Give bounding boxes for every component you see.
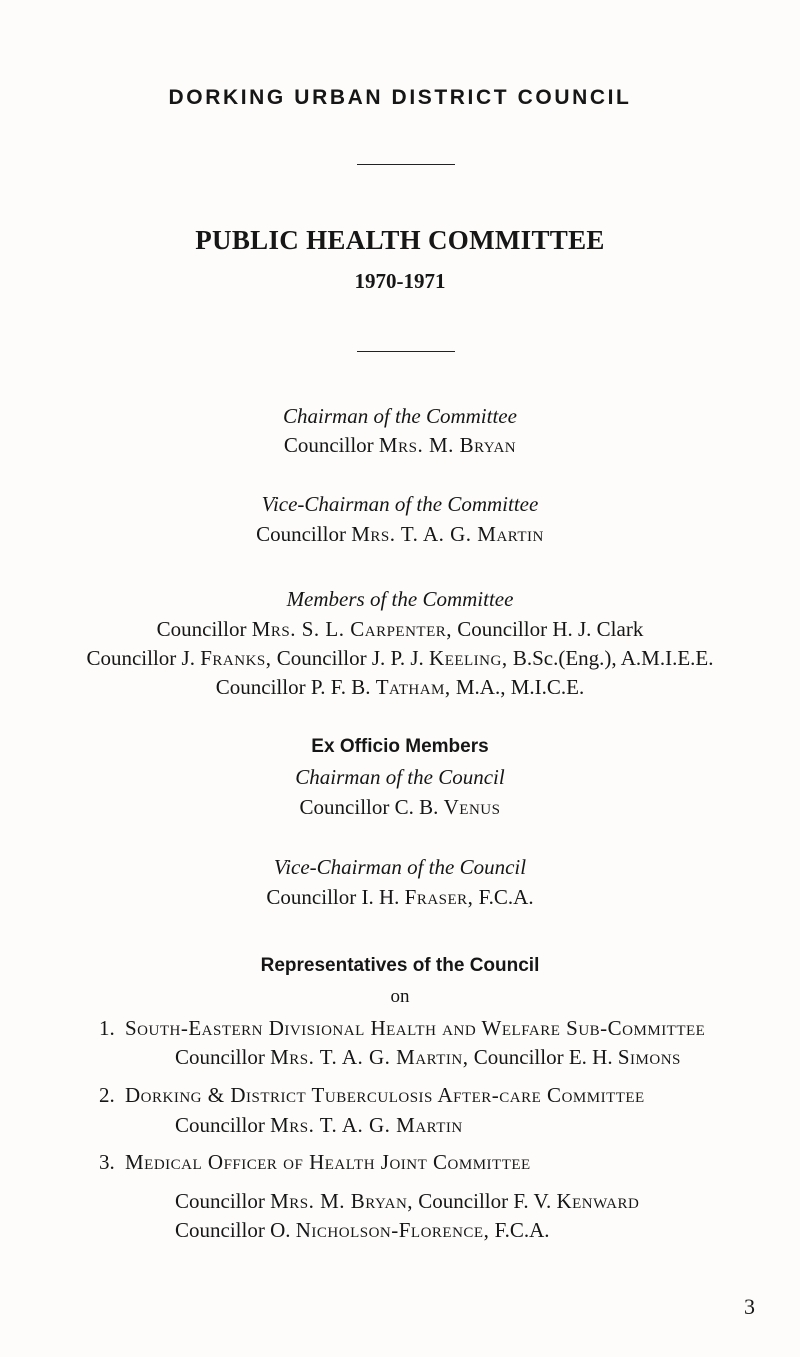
committee-title: PUBLIC HEALTH COMMITTEE — [195, 225, 605, 255]
members-line-1 — [0, 617, 800, 642]
representative-item-number: 1. — [99, 1016, 115, 1040]
member-prefix: Councillor — [175, 1189, 265, 1213]
chairman-heading: Chairman of the Committee — [283, 404, 517, 428]
member-name: Mrs. S. L. Carpenter, — [251, 617, 453, 641]
representative-item-members — [175, 1113, 463, 1138]
chairman-prefix: Councillor — [283, 433, 374, 457]
member-prefix: Councillor — [156, 617, 247, 641]
member-name: Nicholson-Florence, — [295, 1218, 490, 1242]
council-chairman-line — [0, 795, 800, 820]
representative-item-number: 3. — [99, 1150, 115, 1174]
member-qualifications: M.A., M.I.C.E. — [455, 675, 585, 699]
vice-chairman-heading: Vice-Chairman of the Committee — [261, 492, 539, 516]
member-name: Simons — [617, 1045, 681, 1069]
council-name: DORKING URBAN DISTRICT COUNCIL — [168, 86, 632, 109]
member-qualifications: B.Sc.(Eng.), A.M.I.E.E. — [512, 646, 714, 670]
member-prefix: Councillor J. P. J. — [276, 646, 424, 670]
member-prefix: Councillor F. V. — [418, 1189, 552, 1213]
council-chairman-name: Venus — [443, 795, 501, 819]
member-name: Mrs. T. A. G. Martin, — [270, 1045, 469, 1069]
vice-chairman-prefix: Councillor — [256, 522, 346, 546]
members-line-3 — [0, 675, 800, 700]
divider-rule — [357, 164, 455, 165]
member-name: Kenward — [556, 1189, 640, 1213]
members-line-2 — [0, 646, 800, 671]
representatives-on: on — [390, 986, 410, 1007]
chairman-name: Mrs. M. Bryan — [378, 433, 517, 457]
ex-officio-heading: Ex Officio Members — [311, 736, 489, 757]
vice-chairman-name: Mrs. T. A. G. Martin — [351, 522, 544, 546]
council-vice-chairman-qualifications: F.C.A. — [478, 885, 534, 909]
representative-item-title: Medical Officer of Health Joint Committee — [125, 1150, 531, 1174]
members-heading: Members of the Committee — [286, 587, 514, 611]
council-chairman-prefix: Councillor C. B. — [299, 795, 439, 819]
member-prefix: Councillor J. — [86, 646, 195, 670]
council-vice-chairman-line — [0, 885, 800, 910]
member-prefix: Councillor H. J. Clark — [457, 617, 644, 641]
member-prefix: Councillor — [175, 1045, 265, 1069]
council-chairman-heading: Chairman of the Council — [295, 765, 505, 789]
representative-item-members — [175, 1218, 550, 1243]
council-vice-chairman-name: Fraser, — [404, 885, 474, 909]
member-prefix: Councillor E. H. — [473, 1045, 613, 1069]
page-number: 3 — [744, 1294, 755, 1319]
member-name: Keeling, — [429, 646, 508, 670]
member-prefix: Councillor — [175, 1113, 265, 1137]
representative-item-members — [175, 1045, 681, 1070]
member-qualifications: F.C.A. — [494, 1218, 550, 1242]
representative-item-title: Dorking & District Tuberculosis After-care Committee — [125, 1083, 645, 1107]
council-vice-chairman-heading: Vice-Chairman of the Council — [273, 855, 527, 879]
representative-item-number: 2. — [99, 1083, 115, 1107]
council-vice-chairman-prefix: Councillor I. H. — [266, 885, 400, 909]
member-name: Franks, — [200, 646, 272, 670]
representatives-heading: Representatives of the Council — [260, 955, 540, 976]
vice-chairman-line — [0, 522, 800, 547]
divider-rule — [357, 351, 455, 352]
representative-item-title: South-Eastern Divisional Health and Welfare Sub-Committee — [125, 1016, 706, 1040]
chairman-line — [0, 433, 800, 458]
representative-item-members — [175, 1189, 639, 1214]
member-prefix: Councillor O. — [175, 1218, 291, 1242]
member-prefix: Councillor P. F. B. — [215, 675, 371, 699]
member-name: Mrs. T. A. G. Martin — [270, 1113, 463, 1137]
member-name: Mrs. M. Bryan, — [270, 1189, 414, 1213]
committee-years: 1970-1971 — [354, 269, 446, 293]
member-name: Tatham, — [375, 675, 451, 699]
